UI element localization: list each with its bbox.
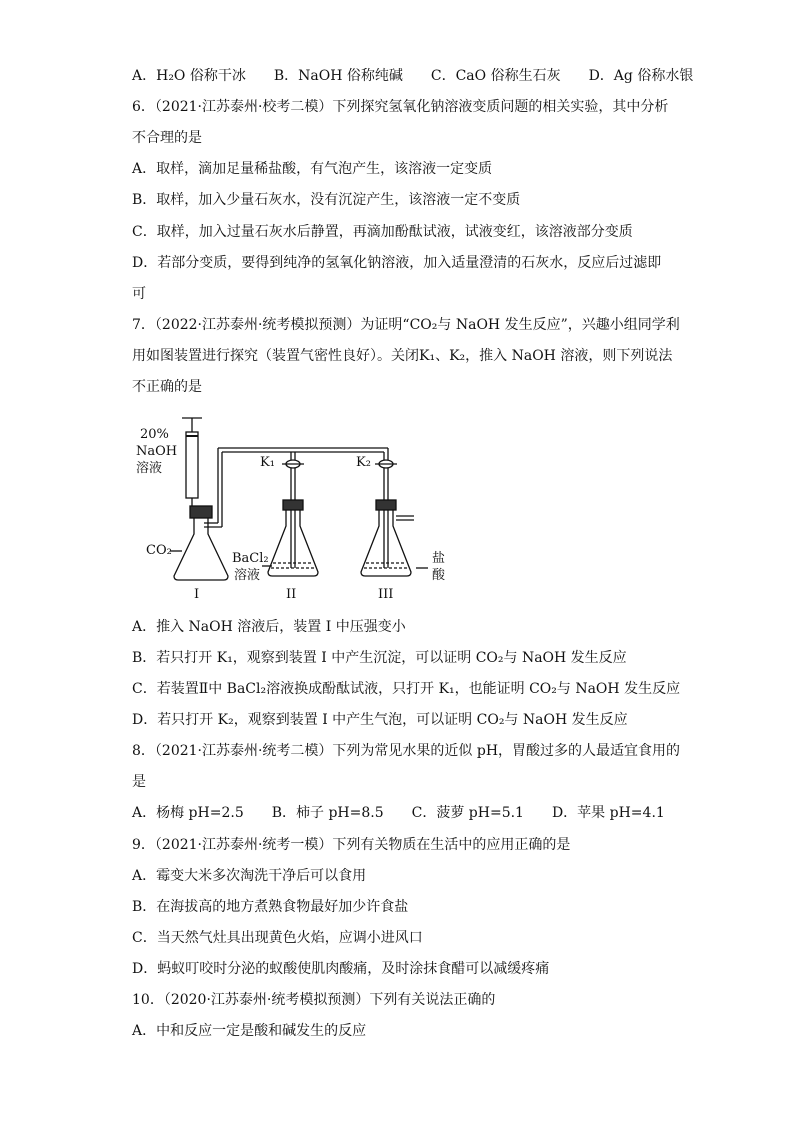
q10-option-a: A．中和反应一定是酸和碱发生的反应 [132,1023,367,1039]
syringe-barrel [186,432,198,498]
q7-option-c: C．若装置Ⅱ中 BaCl₂溶液换成酚酞试液，只打开 K₁，也能证明 CO₂与 NaOH 发生反应 [132,681,681,697]
q7-option-d: D．若只打开 K₂，观察到装置 I 中产生气泡，可以证明 CO₂与 NaOH 发生反应 [132,712,628,728]
q9-option-d: D．蚂蚁叮咬时分泌的蚁酸使肌肉酸痛，及时涂抹食醋可以减缓疼痛 [132,961,550,977]
q6-option-c: C．取样，加入过量石灰水后静置，再滴加酚酞试液，试液变红，该溶液部分变质 [132,224,633,240]
apparatus-diagram [130,408,450,603]
flask-2 [268,510,318,576]
q6-option-d: D．若部分变质，要得到纯净的氢氧化钠溶液，加入适量澄清的石灰水，反应后过滤即 [132,255,662,271]
naoh-label-solution: 溶液 [136,461,163,476]
hcl-label-2: 酸 [432,568,446,583]
flask-3-label: III [378,587,394,602]
q7-stem-cont2: 不正确的是 [132,379,202,395]
stopper-1 [190,506,212,518]
q6-option-b: B．取样，加入少量石灰水，没有沉淀产生，该溶液一定不变质 [132,192,521,208]
q7-option-b: B．若只打开 K₁，观察到装置 I 中产生沉淀，可以证明 CO₂与 NaOH 发生反应 [132,650,627,666]
q5-options: A．H₂O 俗称干冰 B．NaOH 俗称纯碱 C．CaO 俗称生石灰 D．Ag 俗称水银 [132,68,694,84]
q9-option-b: B．在海拔高的地方煮熟食物最好加少许食盐 [132,899,409,915]
naoh-label-name: NaOH [136,444,178,459]
q7-stem-cont: 用如图装置进行探究（装置气密性良好）。关闭K₁、K₂，推入 NaOH 溶液，则下列说法 [132,348,673,364]
co2-label: CO₂ [146,543,172,558]
q8-stem-cont: 是 [132,774,146,790]
stopper-2 [283,500,303,510]
bacl2-solution-label: 溶液 [234,568,261,583]
flask-1-label: I [194,587,200,602]
k1-label: K₁ [260,455,275,470]
q9-option-c: C．当天然气灶具出现黄色火焰，应调小进风口 [132,930,423,946]
stopper-3 [376,500,396,510]
q9-option-a: A．霉变大米多次淘洗干净后可以食用 [132,868,367,884]
apparatus-svg [130,408,450,603]
q8-stem: 8．（2021·江苏泰州·统考二模）下列为常见水果的近似 pH，胃酸过多的人最适宜食用的 [132,743,681,759]
q9-stem: 9．（2021·江苏泰州·统考一模）下列有关物质在生活中的应用正确的是 [132,837,571,853]
q10-stem: 10．（2020·江苏泰州·统考模拟预测）下列有关说法正确的 [132,992,496,1008]
q6-option-d-cont: 可 [132,286,146,302]
q7-option-a: A．推入 NaOH 溶液后，装置 I 中压强变小 [132,619,406,635]
k2-label: K₂ [356,455,371,470]
flask-2-label: II [286,587,297,602]
bacl2-label: BaCl₂ [232,551,269,566]
hcl-label-1: 盐 [432,551,446,566]
q6-option-a: A．取样，滴加足量稀盐酸，有气泡产生，该溶液一定变质 [132,161,493,177]
q7-stem: 7．（2022·江苏泰州·统考模拟预测）为证明“CO₂与 NaOH 发生反应”，兴趣小组同学利 [132,317,680,333]
q8-options: A．杨梅 pH=2.5 B．柿子 pH=8.5 C．菠萝 pH=5.1 D．苹果 pH=4.1 [132,805,665,821]
naoh-label-concentration: 20% [140,427,169,442]
q6-stem: 6．（2021·江苏泰州·校考二模）下列探究氢氧化钠溶液变质问题的相关实验，其中分析 [132,99,669,115]
q6-stem-cont: 不合理的是 [132,130,202,146]
